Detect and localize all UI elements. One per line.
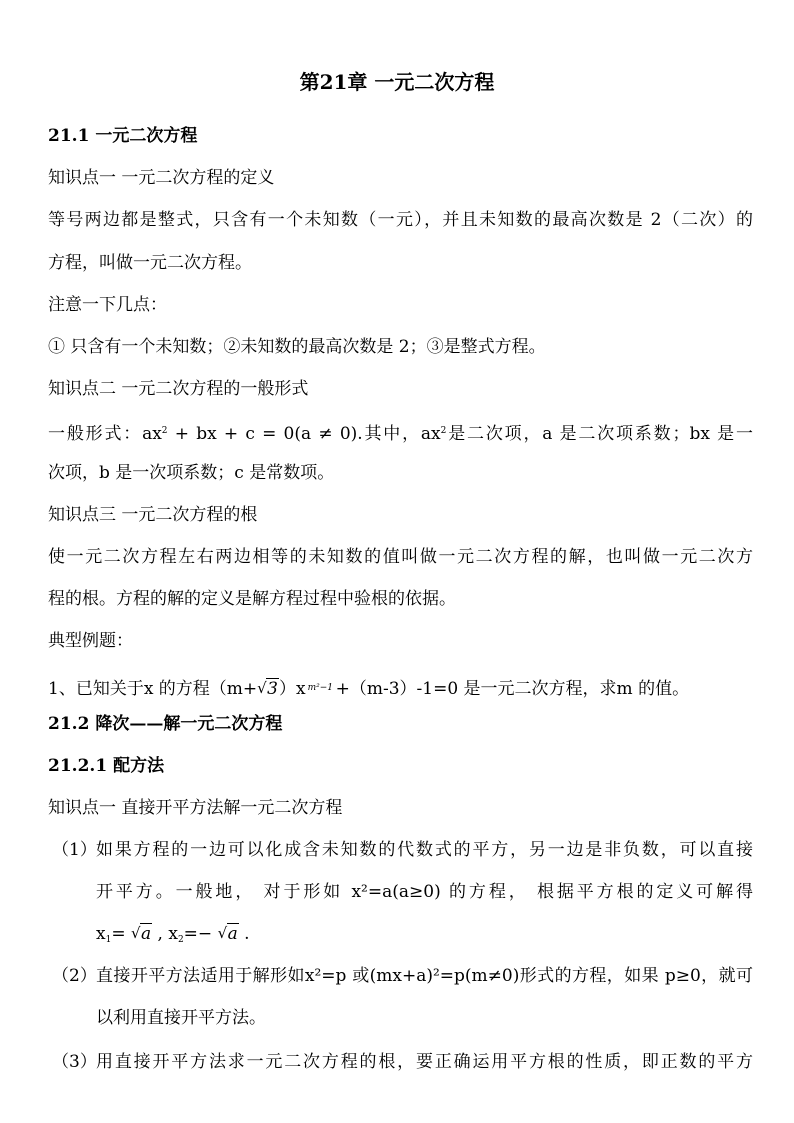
sqrt-radicand-a: a — [140, 924, 152, 944]
example-1-text-b: ）x — [279, 679, 306, 699]
item-1-line-1: 如果方程的一边可以化成含未知数的代数式的平方，另一边是非负数，可以直接 — [96, 840, 753, 860]
sqrt-symbol — [218, 922, 239, 946]
general-form-prefix: 一般形式：ax — [48, 424, 162, 444]
example-1-text-c: +（m-3）-1=0 是一元二次方程，求m 的值。 — [335, 679, 690, 699]
knowledge-point-3-title: 知识点三 一元二次方程的根 — [48, 505, 258, 525]
kp3-paragraph-line-1: 使一元二次方程左右两边相等的未知数的值叫做一元二次方程的解，也叫做一元二次方 — [48, 547, 753, 567]
kp2-paragraph-line-2: 次项，b 是一次项系数；c 是常数项。 — [48, 463, 335, 483]
section-heading-21-2: 21.2 降次——解一元二次方程 — [48, 714, 283, 734]
x-variable: , x — [152, 924, 178, 944]
sqrt-radicand: 3 — [267, 679, 278, 699]
item-1-number: （1） — [52, 840, 97, 860]
item-2-number: （2） — [52, 966, 97, 986]
sqrt-radicand-a: a — [227, 924, 238, 944]
sqrt-symbol — [257, 677, 279, 701]
item-2-line-2: 以利用直接开平方法。 — [96, 1008, 266, 1028]
equals-sign: = — [111, 924, 131, 944]
general-form-terms: 是二次项，a 是二次项系数；bx 是一 — [446, 424, 753, 444]
item-3-number: （3） — [52, 1052, 97, 1072]
general-form-equation: + bx + c = 0(a ≠ 0).其中，ax — [167, 424, 441, 444]
knowledge-point-2-title: 知识点二 一元二次方程的一般形式 — [48, 379, 309, 399]
item-3-line-1: 用直接开平方法求一元二次方程的根，要正确运用平方根的性质，即正数的平方 — [96, 1052, 753, 1072]
equals-minus: =− — [183, 924, 218, 944]
x-variable: x — [96, 924, 106, 944]
subscript-2: 2 — [177, 935, 184, 945]
kp3-paragraph-line-2: 程的根。方程的解的定义是解方程过程中验根的依据。 — [48, 589, 456, 609]
chapter-title: 第21章 一元二次方程 — [299, 70, 495, 94]
section-heading-21-2-1: 21.2.1 配方法 — [48, 756, 165, 776]
example-1 — [48, 677, 753, 701]
square-exponent: 2 — [161, 426, 168, 436]
item-1-line-3 — [96, 922, 753, 952]
kp2-paragraph-line-1 — [48, 419, 753, 446]
kp1-paragraph-line-2: 方程，叫做一元二次方程。 — [48, 253, 252, 273]
example-1-text-a: 1、已知关于x 的方程（m+ — [48, 679, 258, 699]
knowledge-point-1-title: 知识点一 一元二次方程的定义 — [48, 168, 275, 188]
note-title: 注意一下几点： — [48, 295, 167, 315]
kp1-paragraph-line-1: 等号两边都是整式，只含有一个未知数（一元），并且未知数的最高次数是 2（二次）的 — [48, 210, 753, 230]
item-1-line-2: 开平方。一般地， 对于形如 x²=a(a≥0) 的方程， 根据平方根的定义可解得 — [96, 882, 753, 902]
note-items: ① 只含有一个未知数；②未知数的最高次数是 2；③是整式方程。 — [48, 337, 546, 357]
period: . — [238, 924, 250, 944]
knowledge-point-4-title: 知识点一 直接开平方法解一元二次方程 — [48, 798, 343, 818]
example-title: 典型例题： — [48, 631, 133, 651]
section-heading-21-1: 21.1 一元二次方程 — [48, 126, 198, 146]
sqrt-symbol — [131, 922, 152, 946]
square-exponent: 2 — [440, 426, 447, 436]
subscript-1: 1 — [105, 935, 112, 945]
item-2-line-1: 直接开平方法适用于解形如x²=p 或(mx+a)²=p(m≠0)形式的方程，如果 p≥0，就可 — [96, 966, 753, 986]
exponent-text: m²−1 — [307, 683, 334, 693]
